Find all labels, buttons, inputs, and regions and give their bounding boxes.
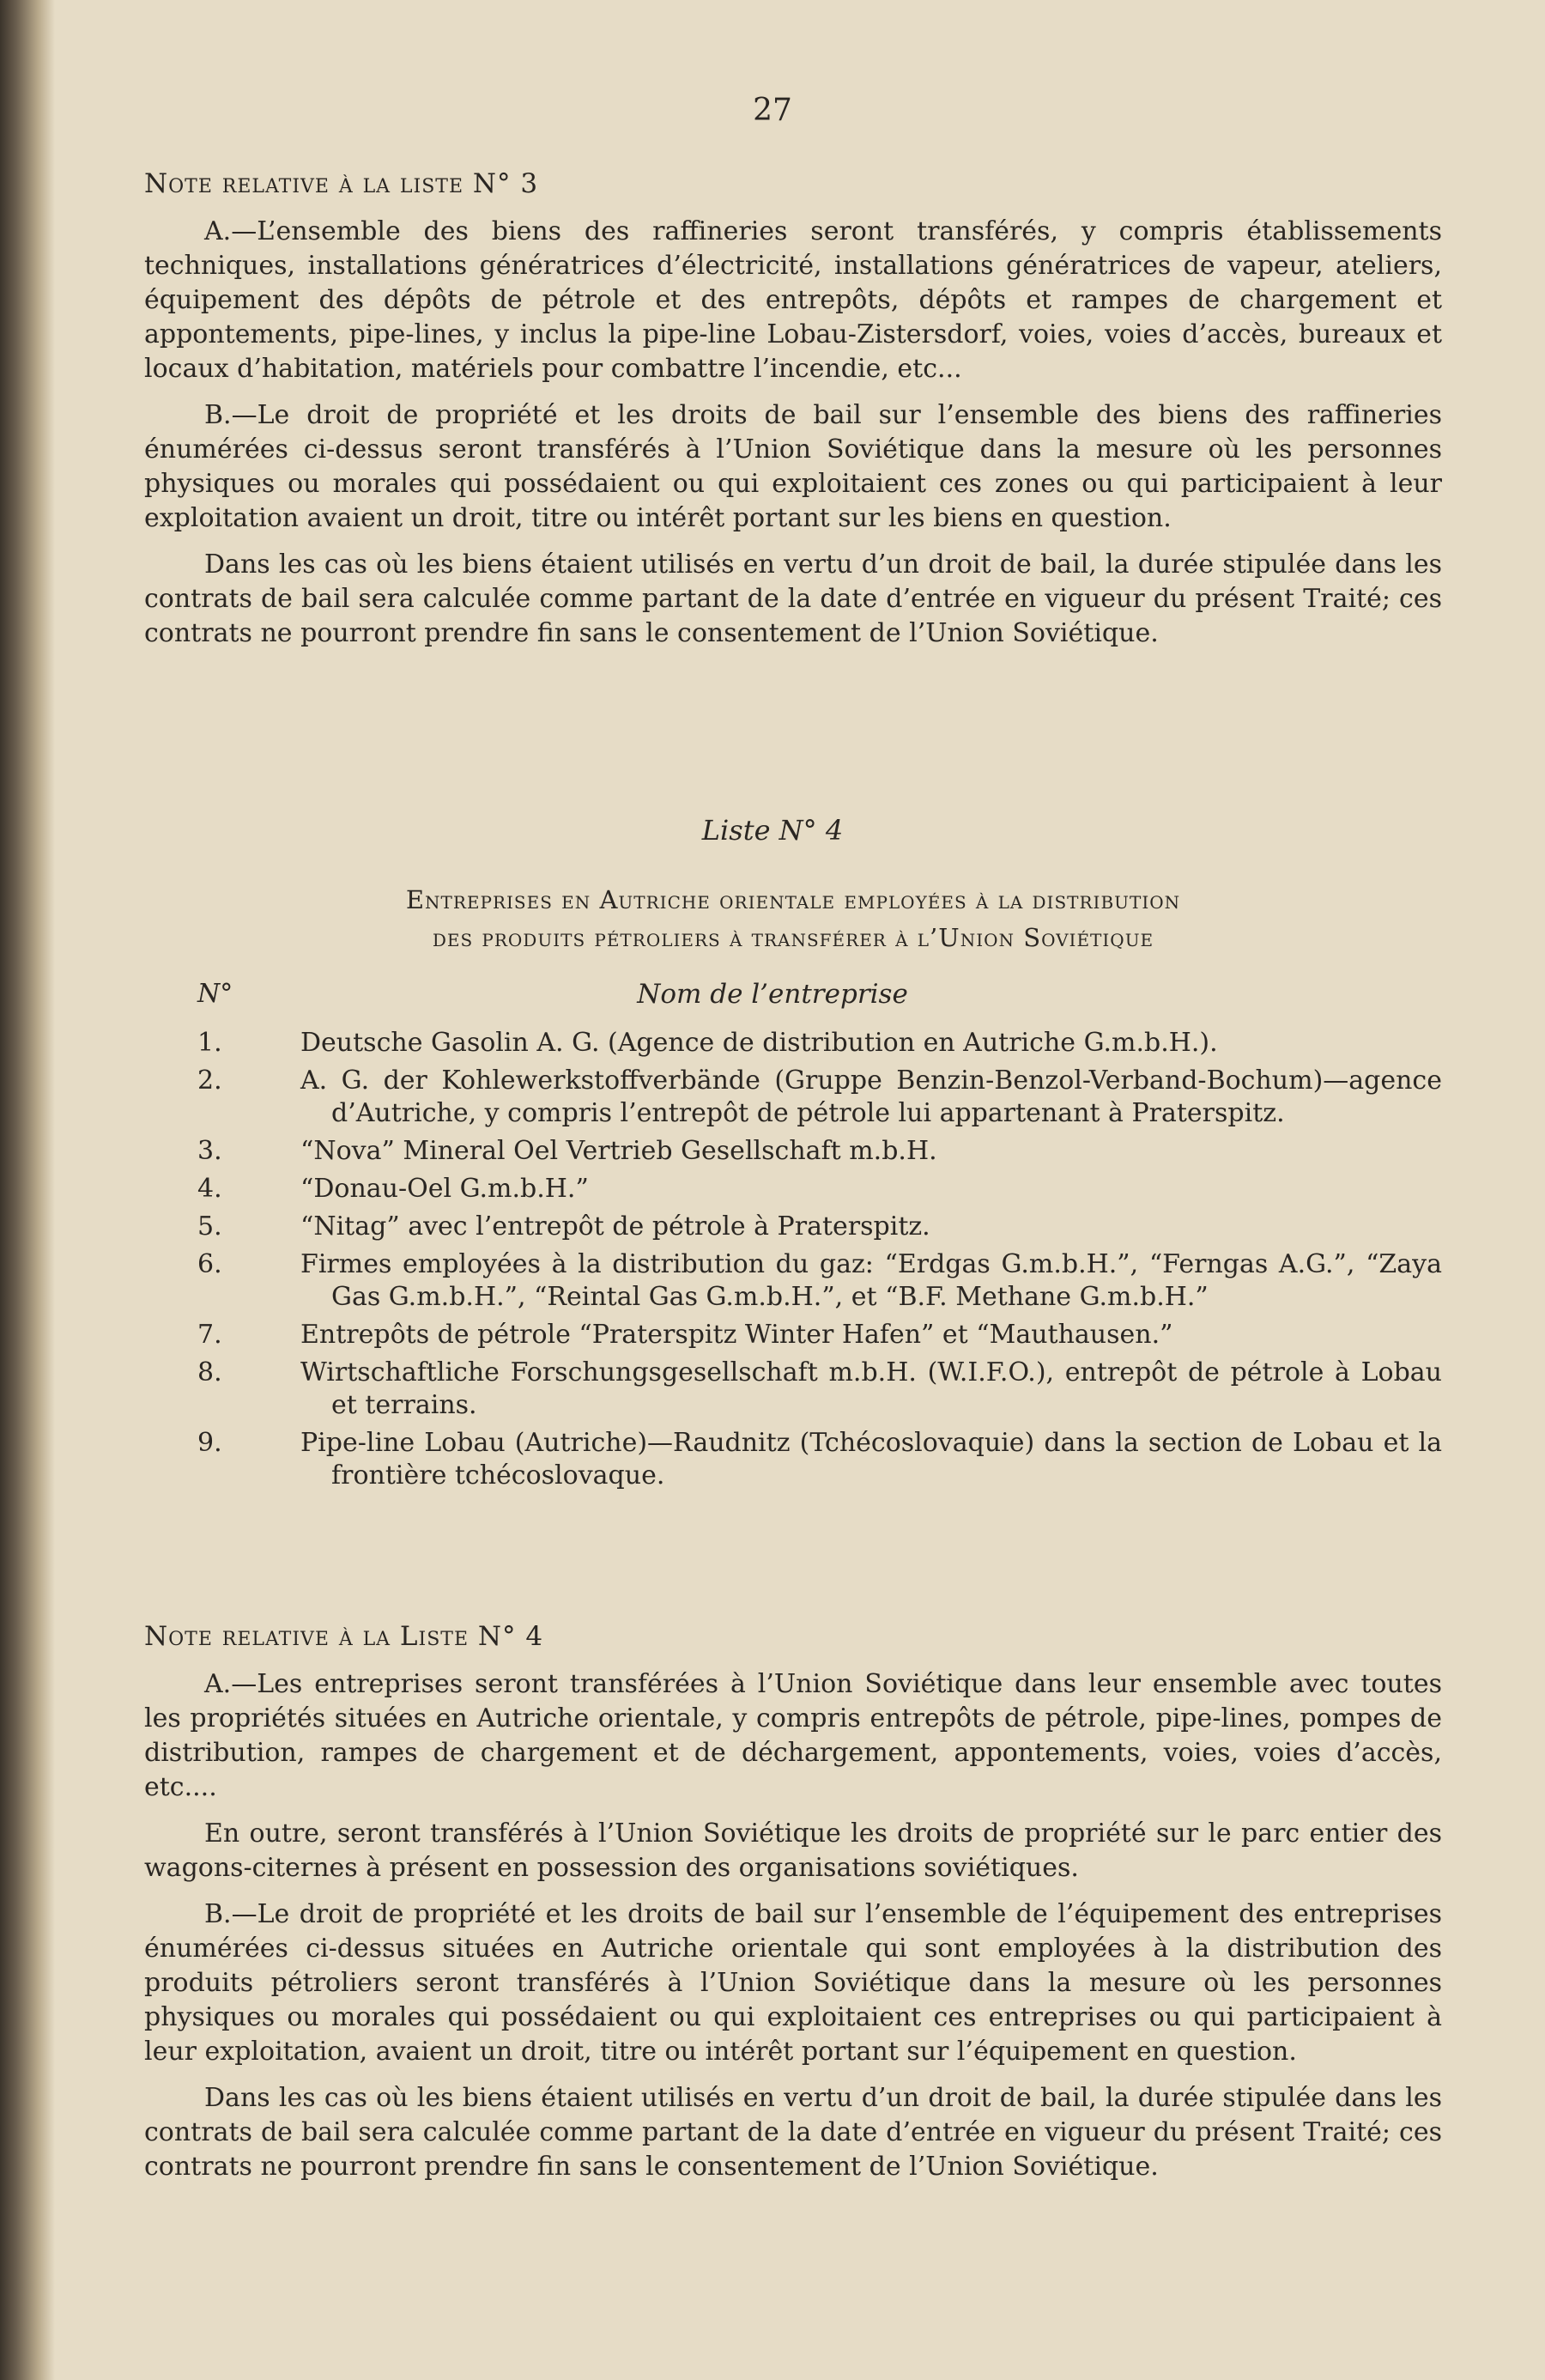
- note4-paragraph-lease: Dans les cas où les biens étaient utilisés en vertu d’un droit de bail, la durée stipulée dans les contrats de bail sera calculée comme partant de la date d’entrée en vigueur du présent Traité; ces contrats ne pourront prendre fin sans le consentement de l’Union Soviétique.: [144, 2083, 1442, 2182]
- list-item: [197, 1135, 1442, 1168]
- note3-heading: Note relative à la liste N° 3: [144, 168, 539, 199]
- list-item: [197, 1357, 1442, 1422]
- entry-text: Wirtschaftliche Forschungsgesellschaft m.b.H. (W.I.F.O.), entrepôt de pétrole à Lobau et terrains.: [300, 1357, 1442, 1420]
- entry-number: 7.: [197, 1320, 222, 1350]
- entry-number: 3.: [197, 1136, 222, 1166]
- list4-heading: [144, 881, 1442, 956]
- column-header-name: Nom de l’entreprise: [637, 979, 908, 1010]
- entry-text: “Nitag” avec l’entrepôt de pétrole à Praterspitz.: [300, 1211, 930, 1242]
- list-item: [197, 1427, 1442, 1492]
- note3-body: [144, 215, 1442, 651]
- note3-paragraph-lease: Dans les cas où les biens étaient utilisés en vertu d’un droit de bail, la durée stipulée dans les contrats de bail sera calculée comme partant de la date d’entrée en vigueur du présent Traité; ces contrats ne pourront prendre fin sans le consentement de l’Union Soviétique.: [144, 549, 1442, 648]
- entry-text: “Nova” Mineral Oel Vertrieb Gesellschaft m.b.H.: [300, 1136, 937, 1166]
- entry-text: Firmes employées à la distribution du gaz: “Erdgas G.m.b.H.”, “Ferngas A.G.”, “Zaya Gas G.m.b.H.”, “Reintal Gas G.m.b.H.”, et “B.F. Methane G.m.b.H.”: [300, 1249, 1442, 1312]
- note4-paragraph-a: A.—Les entreprises seront transférées à l’Union Soviétique dans leur ensemble avec toutes les propriétés situées en Autriche orientale, y compris entrepôts de pétrole, pipe-lines, pompes de distribution, rampes de chargement et de déchargement, appontements, voies, voies d’accès, etc....: [144, 1669, 1442, 1802]
- list4-heading-line1: Entreprises en Autriche orientale employées à la distribution: [405, 885, 1181, 914]
- entry-text: Deutsche Gasolin A. G. (Agence de distribution en Autriche G.m.b.H.).: [300, 1028, 1218, 1058]
- entry-number: 1.: [197, 1028, 222, 1058]
- entry-number: 4.: [197, 1174, 222, 1204]
- entry-text: A. G. der Kohlewerkstoffverbände (Gruppe Benzin-Benzol-Verband-Bochum)—agence d’Autriche, y compris l’entrepôt de pétrole lui appartenant à Praterspitz.: [300, 1066, 1442, 1128]
- note4-heading: Note relative à la Liste N° 4: [144, 1621, 544, 1652]
- entry-number: 9.: [197, 1428, 222, 1458]
- list-item: [197, 1065, 1442, 1130]
- list4-entries: [197, 1027, 1442, 1497]
- note3-paragraph-a: A.—L’ensemble des biens des raffineries seront transférés, y compris établissements techniques, installations génératrices d’électricité, installations génératrices de vapeur, ateliers, équipement des dépôts de pétrole et des entrepôts, dépôts et rampes de chargement et appontements, pipe-lines, y inclus la pipe-line Lobau-Zistersdorf, voies, voies d’accès, bureaux et locaux d’habitation, matériels pour combattre l’incendie, etc...: [144, 216, 1442, 384]
- note4-paragraph-tank-wagons: En outre, seront transférés à l’Union Soviétique les droits de propriété sur le parc entier des wagons-citernes à présent en possession des organisations soviétiques.: [144, 1818, 1442, 1883]
- entry-text: Pipe-line Lobau (Autriche)—Raudnitz (Tchécoslovaquie) dans la section de Lobau et la frontière tchécoslovaque.: [300, 1428, 1442, 1491]
- list4-heading-line2: des produits pétroliers à transférer à l’Union Soviétique: [432, 923, 1154, 952]
- page-number: 27: [753, 93, 792, 128]
- column-header-number: N°: [197, 979, 233, 1009]
- list-item: [197, 1248, 1442, 1314]
- list-item: [197, 1173, 1442, 1205]
- list-item: [197, 1319, 1442, 1351]
- entry-number: 5.: [197, 1211, 222, 1242]
- list-item: [197, 1027, 1442, 1059]
- entry-number: 2.: [197, 1066, 222, 1096]
- entry-text: “Donau-Oel G.m.b.H.”: [300, 1174, 589, 1204]
- note4-paragraph-b: B.—Le droit de propriété et les droits de bail sur l’ensemble de l’équipement des entreprises énumérées ci-dessus situées en Autriche orientale qui sont employées à la distribution des produits pétroliers seront transférés à l’Union Soviétique dans la mesure où les personnes physiques ou morales qui possédaient ou qui exploitaient ces entreprises ou qui participaient à leur exploitation, avaient un droit, titre ou intérêt portant sur l’équipement en question.: [144, 1899, 1442, 2067]
- entry-text: Entrepôts de pétrole “Praterspitz Winter Hafen” et “Mauthausen.”: [300, 1320, 1173, 1350]
- list-item: [197, 1211, 1442, 1243]
- list4-title: Liste N° 4: [701, 814, 844, 847]
- note3-paragraph-b: B.—Le droit de propriété et les droits de bail sur l’ensemble des biens des raffineries énumérées ci-dessus seront transférés à l’Union Soviétique dans la mesure où les personnes physiques ou morales qui possédaient ou qui exploitaient ces zones ou qui participaient à leur exploitation avaient un droit, titre ou intérêt portant sur les biens en question.: [144, 400, 1442, 533]
- entry-number: 6.: [197, 1249, 222, 1279]
- note4-body: [144, 1667, 1442, 2184]
- entry-number: 8.: [197, 1357, 222, 1387]
